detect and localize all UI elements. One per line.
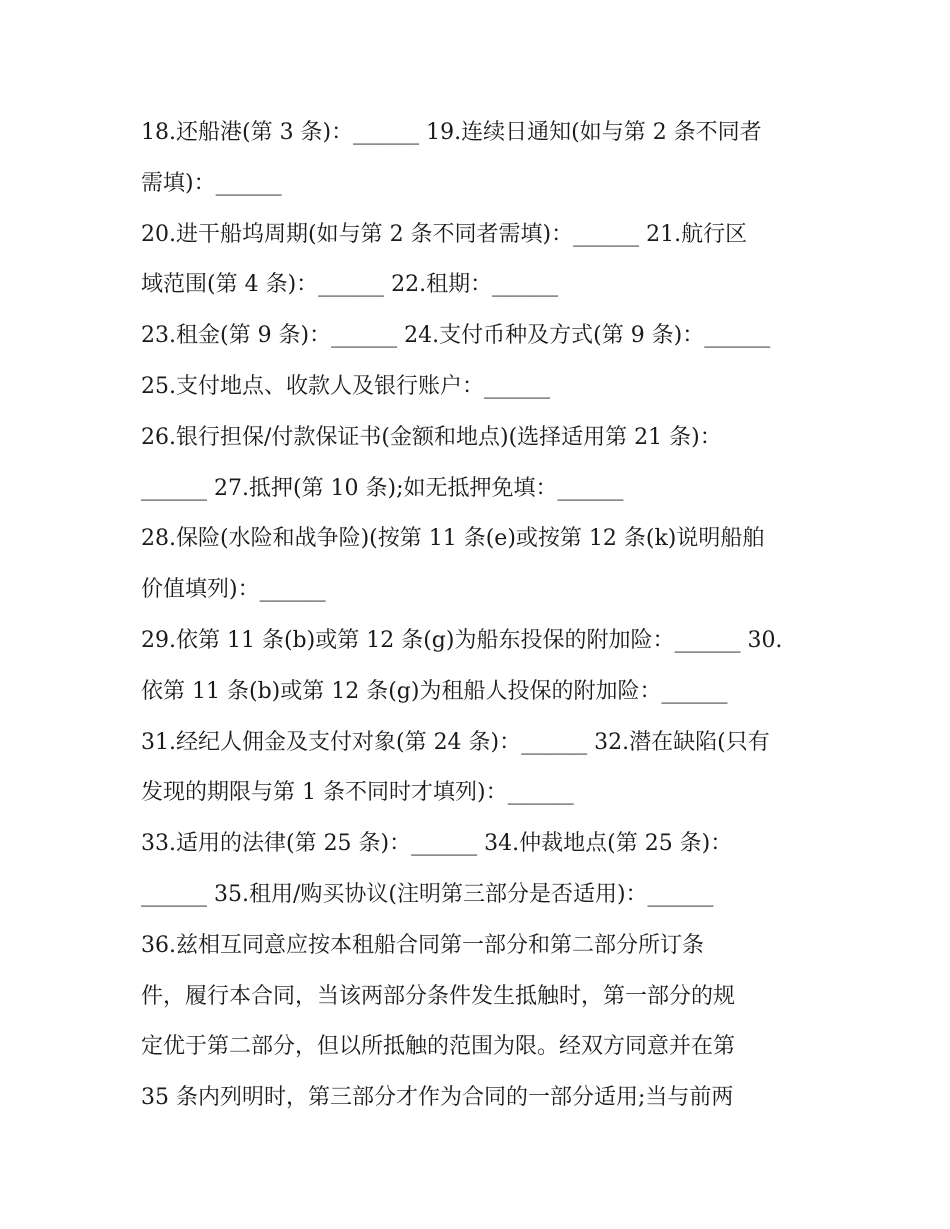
text-line: 35 条内列明时，第三部分才作为合同的一部分适用;当与前两 bbox=[141, 1085, 734, 1111]
text-line: 29.依第 11 条(b)或第 12 条(g)为船东投保的附加险：______ 30. bbox=[141, 627, 783, 653]
text-line: 18.还船港(第 3 条)：______ 19.连续日通知(如与第 2 条不同者 bbox=[141, 120, 762, 145]
text-line: 域范围(第 4 条)：______ 22.租期：______ bbox=[141, 272, 559, 298]
text-line: 28.保险(水险和战争险)(按第 11 条(e)或按第 12 条(k)说明船舶 bbox=[141, 526, 765, 552]
document-body bbox=[141, 108, 821, 1124]
text-line: 价值填列)：______ bbox=[141, 577, 326, 603]
text-line: 31.经纪人佣金及支付对象(第 24 条)：______ 32.潜在缺陷(只有 bbox=[141, 729, 770, 755]
text-line: 36.兹相互同意应按本租船合同第一部分和第二部分所订条 bbox=[141, 932, 704, 958]
text-line: 33.适用的法律(第 25 条)：______ 34.仲裁地点(第 25 条)： bbox=[141, 831, 733, 857]
text-line: 25.支付地点、收款人及银行账户：______ bbox=[141, 373, 550, 399]
text-line: 20.进干船坞周期(如与第 2 条不同者需填)：______ 21.航行区 bbox=[141, 221, 748, 247]
text-line: 定优于第二部分，但以所抵触的范围为限。经双方同意并在第 bbox=[141, 1034, 736, 1060]
text-line: 23.租金(第 9 条)：______ 24.支付币种及方式(第 9 条)：______ bbox=[141, 323, 771, 349]
text-line: 发现的期限与第 1 条不同时才填列)：______ bbox=[141, 780, 574, 806]
text-line: 件，履行本合同，当该两部分条件发生抵触时，第一部分的规 bbox=[141, 983, 736, 1009]
text-line: 依第 11 条(b)或第 12 条(g)为租船人投保的附加险：______ bbox=[141, 678, 728, 704]
text-line: ______ 27.抵押(第 10 条);如无抵押免填：______ bbox=[141, 475, 624, 501]
text-line: ______ 35.租用/购买协议(注明第三部分是否适用)：______ bbox=[141, 881, 714, 907]
text-line: 26.银行担保/付款保证书(金额和地点)(选择适用第 21 条)： bbox=[141, 424, 722, 450]
text-line: 需填)：______ bbox=[141, 170, 282, 196]
